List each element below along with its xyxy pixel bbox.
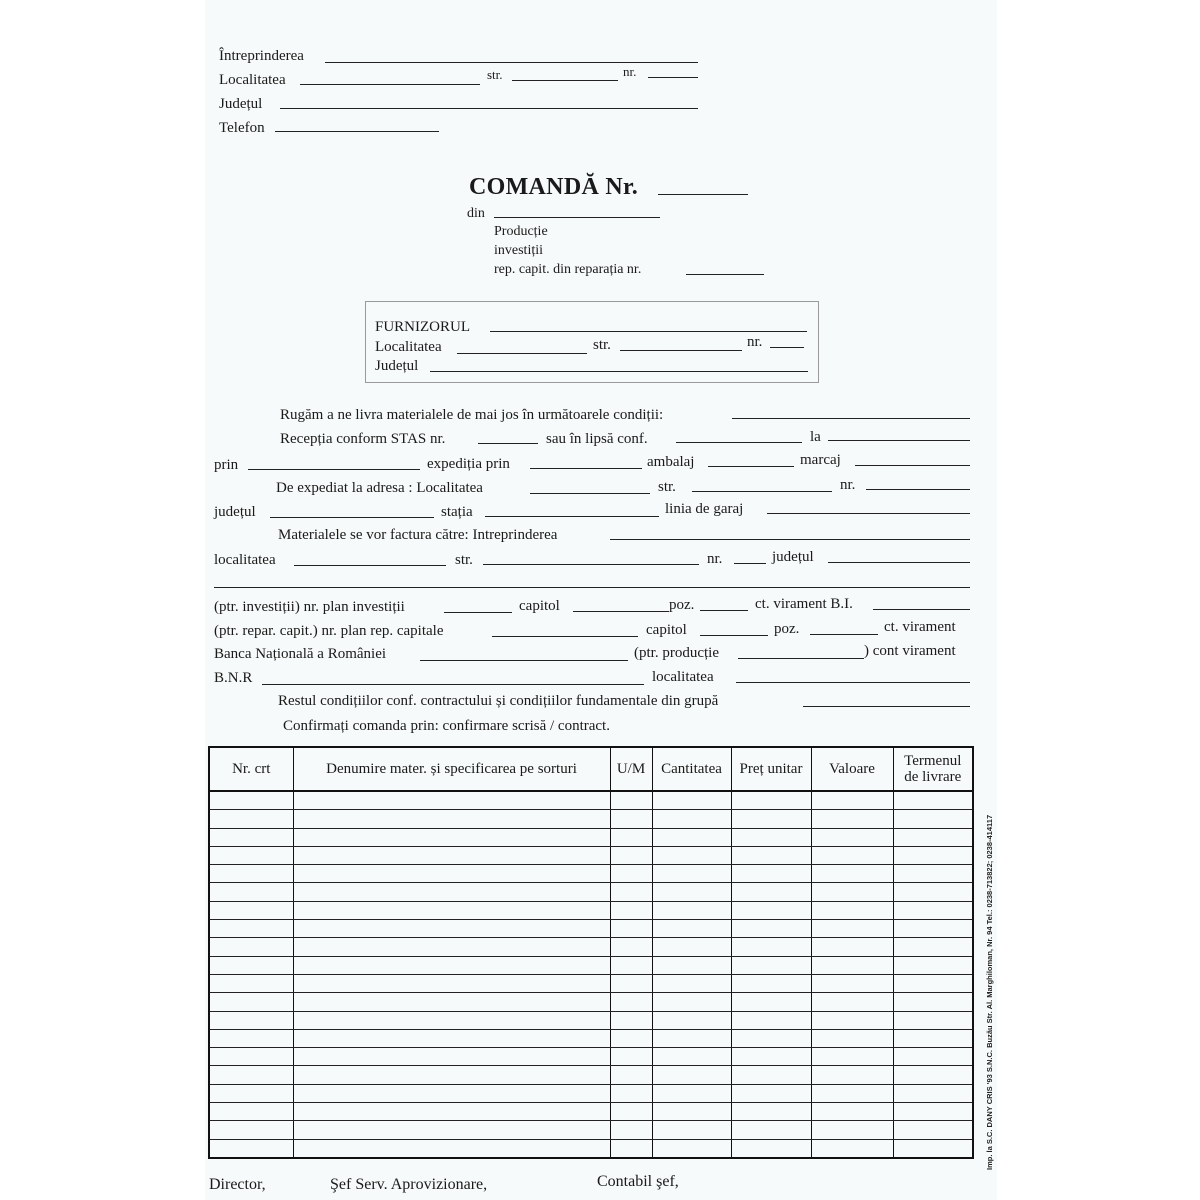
- column-header: Denumire mater. și specificarea pe sorturi: [293, 747, 610, 791]
- repair-chapter-field[interactable]: [700, 635, 768, 636]
- table-row: [209, 828, 973, 846]
- bnr-field[interactable]: [420, 660, 628, 661]
- ship-street-label: str.: [658, 479, 676, 495]
- station-field[interactable]: [485, 516, 659, 517]
- table-cell[interactable]: [893, 920, 973, 938]
- table-row: [209, 1084, 973, 1102]
- table-cell[interactable]: [209, 938, 293, 956]
- invoice-county-label: județul: [772, 549, 814, 565]
- bnr-locality-field[interactable]: [736, 682, 970, 683]
- table-cell[interactable]: [209, 1048, 293, 1066]
- table-cell[interactable]: [652, 920, 731, 938]
- table-cell[interactable]: [811, 791, 893, 810]
- table-cell[interactable]: [731, 791, 811, 810]
- table-row: [209, 938, 973, 956]
- table-cell[interactable]: [610, 1139, 652, 1158]
- table-cell[interactable]: [610, 865, 652, 883]
- bnr-locality-label: localitatea: [652, 669, 714, 685]
- table-row: [209, 791, 973, 810]
- table-cell[interactable]: [293, 828, 610, 846]
- table-cell[interactable]: [209, 1066, 293, 1084]
- investment-plan-field[interactable]: [444, 612, 512, 613]
- column-header: Valoare: [811, 747, 893, 791]
- option-investments: investiții: [494, 243, 543, 258]
- table-cell[interactable]: [811, 810, 893, 828]
- table-cell[interactable]: [610, 828, 652, 846]
- table-cell[interactable]: [731, 1103, 811, 1121]
- table-cell[interactable]: [610, 1029, 652, 1047]
- signature-procurement: Şef Serv. Aprovizionare,: [330, 1176, 488, 1193]
- table-cell[interactable]: [731, 901, 811, 919]
- table-cell[interactable]: [610, 810, 652, 828]
- table-cell[interactable]: [731, 956, 811, 974]
- column-header: Preț unitar: [731, 747, 811, 791]
- table-cell[interactable]: [610, 901, 652, 919]
- table-row: [209, 1066, 973, 1084]
- table-cell[interactable]: [652, 974, 731, 992]
- repair-number-field[interactable]: [686, 274, 764, 275]
- ship-street-field[interactable]: [692, 491, 832, 492]
- table-header-row: [209, 747, 973, 791]
- supplier-number-label: nr.: [747, 334, 763, 350]
- table-cell[interactable]: [811, 974, 893, 992]
- marking-label: marcaj: [800, 452, 841, 468]
- otherwise-label: sau în lipsă conf.: [546, 431, 648, 447]
- table-row: [209, 883, 973, 901]
- table-row: [209, 1048, 973, 1066]
- table-cell[interactable]: [209, 974, 293, 992]
- production-field[interactable]: [738, 658, 864, 659]
- table-cell[interactable]: [209, 828, 293, 846]
- table-cell[interactable]: [731, 1029, 811, 1047]
- table-cell[interactable]: [209, 901, 293, 919]
- table-cell[interactable]: [293, 846, 610, 864]
- station-label: stația: [441, 504, 473, 520]
- table-cell[interactable]: [293, 901, 610, 919]
- supplier-locality-field[interactable]: [457, 353, 587, 354]
- street-field[interactable]: [512, 80, 618, 81]
- packaging-field[interactable]: [708, 466, 794, 467]
- repair-transfer-label: ct. virament: [884, 619, 956, 635]
- table-cell[interactable]: [293, 810, 610, 828]
- table-cell[interactable]: [209, 791, 293, 810]
- table-cell[interactable]: [893, 1121, 973, 1139]
- table-row: [209, 901, 973, 919]
- table-cell[interactable]: [893, 1084, 973, 1102]
- table-cell[interactable]: [811, 938, 893, 956]
- table-cell[interactable]: [209, 1139, 293, 1158]
- table-cell[interactable]: [610, 1084, 652, 1102]
- table-cell[interactable]: [731, 1139, 811, 1158]
- phone-field[interactable]: [275, 131, 439, 132]
- table-cell[interactable]: [893, 883, 973, 901]
- table-cell[interactable]: [652, 993, 731, 1011]
- investment-chapter-label: capitol: [519, 598, 560, 614]
- table-cell[interactable]: [209, 920, 293, 938]
- table-cell[interactable]: [893, 1011, 973, 1029]
- table-cell[interactable]: [893, 938, 973, 956]
- table-cell[interactable]: [610, 1066, 652, 1084]
- invoice-number-field[interactable]: [734, 563, 766, 564]
- table-cell[interactable]: [610, 938, 652, 956]
- shipping-field[interactable]: [530, 468, 642, 469]
- invoice-enterprise-field[interactable]: [610, 539, 970, 540]
- table-cell[interactable]: [811, 1011, 893, 1029]
- bnr-label: Banca Națională a României: [214, 646, 387, 662]
- table-cell[interactable]: [731, 810, 811, 828]
- at-field[interactable]: [828, 440, 970, 441]
- order-number-field[interactable]: [658, 194, 748, 195]
- signature-director: Director,: [209, 1176, 266, 1193]
- enterprise-field[interactable]: [325, 62, 698, 63]
- from-label: din: [467, 206, 485, 221]
- table-cell[interactable]: [652, 1103, 731, 1121]
- repair-pos-field[interactable]: [810, 634, 878, 635]
- table-cell[interactable]: [731, 974, 811, 992]
- table-cell[interactable]: [209, 1084, 293, 1102]
- table-cell[interactable]: [731, 938, 811, 956]
- table-cell[interactable]: [293, 1011, 610, 1029]
- table-cell[interactable]: [811, 1066, 893, 1084]
- table-cell[interactable]: [893, 1029, 973, 1047]
- table-cell[interactable]: [731, 1121, 811, 1139]
- invoice-county-field[interactable]: [828, 562, 970, 563]
- table-cell[interactable]: [893, 956, 973, 974]
- table-cell[interactable]: [893, 1139, 973, 1158]
- table-cell[interactable]: [610, 1048, 652, 1066]
- ship-county-field[interactable]: [270, 517, 434, 518]
- table-cell[interactable]: [731, 865, 811, 883]
- table-cell[interactable]: [610, 993, 652, 1011]
- page-title: COMANDĂ Nr.: [469, 174, 639, 200]
- table-cell[interactable]: [811, 828, 893, 846]
- invoice-street-label: str.: [455, 552, 473, 568]
- table-cell[interactable]: [731, 993, 811, 1011]
- conditions-field[interactable]: [732, 418, 970, 419]
- investment-transfer-field[interactable]: [873, 609, 970, 610]
- table-cell[interactable]: [893, 1066, 973, 1084]
- table-cell[interactable]: [893, 1048, 973, 1066]
- table-cell[interactable]: [731, 828, 811, 846]
- remaining-conditions-label: Restul condițiilor conf. contractului și condițiilor fundamentale din grupă: [278, 693, 719, 709]
- table-cell[interactable]: [610, 1103, 652, 1121]
- supplier-street-field[interactable]: [620, 350, 742, 351]
- invoice-to-label: Materialele se vor factura către: Intreprinderea: [278, 527, 558, 543]
- table-cell[interactable]: [293, 1066, 610, 1084]
- table-cell[interactable]: [893, 828, 973, 846]
- table-cell[interactable]: [610, 1121, 652, 1139]
- via-label: prin: [214, 457, 239, 473]
- supplier-label: FURNIZORUL: [375, 319, 471, 335]
- locality-field[interactable]: [300, 84, 480, 85]
- ship-county-label: județul: [214, 504, 256, 520]
- repair-pos-label: poz.: [774, 621, 800, 637]
- garage-line-label: linia de garaj: [665, 501, 744, 517]
- table-cell[interactable]: [652, 1084, 731, 1102]
- table-cell[interactable]: [652, 865, 731, 883]
- conditions-intro: Rugăm a ne livra materialele de mai jos în următoarele condiții:: [280, 407, 664, 423]
- supplier-street-label: str.: [593, 337, 611, 353]
- table-cell[interactable]: [209, 1103, 293, 1121]
- production-label: (ptr. producție: [634, 645, 719, 661]
- table-cell[interactable]: [652, 1139, 731, 1158]
- table-cell[interactable]: [893, 846, 973, 864]
- column-header: U/M: [610, 747, 652, 791]
- table-cell[interactable]: [293, 1029, 610, 1047]
- table-cell[interactable]: [610, 791, 652, 810]
- table-cell[interactable]: [610, 846, 652, 864]
- table-cell[interactable]: [811, 1139, 893, 1158]
- table-cell[interactable]: [652, 938, 731, 956]
- table-cell[interactable]: [293, 1103, 610, 1121]
- option-capital-repair: rep. capit. din reparația nr.: [494, 262, 642, 277]
- table-cell[interactable]: [811, 920, 893, 938]
- table-cell[interactable]: [811, 1121, 893, 1139]
- table-cell[interactable]: [893, 974, 973, 992]
- table-cell[interactable]: [293, 791, 610, 810]
- otherwise-conf-field[interactable]: [676, 442, 802, 443]
- column-header: Termenul de livrare: [893, 747, 973, 791]
- account-transfer-label: ) cont virament: [864, 643, 956, 659]
- table-row: [209, 1011, 973, 1029]
- table-cell[interactable]: [209, 865, 293, 883]
- repair-plan-label: (ptr. repar. capit.) nr. plan rep. capitale: [214, 623, 444, 639]
- table-cell[interactable]: [293, 1121, 610, 1139]
- shipping-label: expediția prin: [427, 456, 510, 472]
- via-field[interactable]: [248, 469, 420, 470]
- table-cell[interactable]: [652, 883, 731, 901]
- table-cell[interactable]: [652, 828, 731, 846]
- table-cell[interactable]: [293, 938, 610, 956]
- table-row: [209, 1029, 973, 1047]
- table-cell[interactable]: [652, 1048, 731, 1066]
- bnr-account-field[interactable]: [262, 684, 644, 685]
- table-cell[interactable]: [731, 883, 811, 901]
- table-cell[interactable]: [652, 791, 731, 810]
- table-cell[interactable]: [293, 993, 610, 1011]
- invoice-locality-field[interactable]: [294, 565, 446, 566]
- table-cell[interactable]: [811, 846, 893, 864]
- table-cell[interactable]: [811, 865, 893, 883]
- ship-number-label: nr.: [840, 477, 856, 493]
- table-cell[interactable]: [731, 846, 811, 864]
- ship-locality-field[interactable]: [530, 493, 650, 494]
- supplier-locality-label: Localitatea: [375, 339, 442, 355]
- street-label: str.: [487, 67, 503, 82]
- supplier-number-field[interactable]: [770, 347, 804, 348]
- table-cell[interactable]: [610, 956, 652, 974]
- table-cell[interactable]: [811, 883, 893, 901]
- invoice-locality-label: localitatea: [214, 552, 276, 568]
- table-cell[interactable]: [293, 1139, 610, 1158]
- table-row: [209, 810, 973, 828]
- table-cell[interactable]: [209, 956, 293, 974]
- option-production: Producție: [494, 224, 548, 239]
- table-cell[interactable]: [610, 920, 652, 938]
- repair-plan-field[interactable]: [492, 636, 638, 637]
- table-cell[interactable]: [610, 974, 652, 992]
- table-row: [209, 1121, 973, 1139]
- table-cell[interactable]: [610, 1011, 652, 1029]
- table-cell[interactable]: [652, 1121, 731, 1139]
- phone-label: Telefon: [219, 120, 265, 136]
- table-row: [209, 920, 973, 938]
- table-cell[interactable]: [811, 956, 893, 974]
- at-label: la: [810, 429, 821, 445]
- table-cell[interactable]: [811, 993, 893, 1011]
- repair-chapter-label: capitol: [646, 622, 687, 638]
- table-cell[interactable]: [811, 1029, 893, 1047]
- table-cell[interactable]: [293, 956, 610, 974]
- marking-field[interactable]: [855, 465, 970, 466]
- items-table: [208, 746, 974, 1159]
- table-cell[interactable]: [893, 810, 973, 828]
- stas-number-field[interactable]: [478, 443, 538, 444]
- table-cell[interactable]: [893, 791, 973, 810]
- signature-accountant: Contabil şef,: [597, 1173, 679, 1190]
- printer-imprint: Imp. la S.C. DANY CRIS '93 S.N.C. Buzău Str. Al. Marghiloman, Nr. 94 Tel.: 0238-713822; 0238-414117: [985, 814, 994, 1170]
- ship-address-label: De expediat la adresa : Localitatea: [276, 480, 483, 496]
- from-date-field[interactable]: [494, 217, 660, 218]
- garage-line-field[interactable]: [767, 513, 970, 514]
- supplier-field[interactable]: [490, 331, 807, 332]
- table-cell[interactable]: [209, 993, 293, 1011]
- table-row: [209, 974, 973, 992]
- table-cell[interactable]: [293, 865, 610, 883]
- table-cell[interactable]: [610, 883, 652, 901]
- table-cell[interactable]: [209, 846, 293, 864]
- table-cell[interactable]: [652, 956, 731, 974]
- county-field[interactable]: [280, 108, 698, 109]
- table-cell[interactable]: [811, 901, 893, 919]
- table-cell[interactable]: [209, 810, 293, 828]
- confirmation-note: Confirmați comanda prin: confirmare scrisă / contract.: [283, 718, 610, 734]
- bnr-short-label: B.N.R: [214, 670, 253, 686]
- table-cell[interactable]: [731, 1066, 811, 1084]
- column-header: Cantitatea: [652, 747, 731, 791]
- table-cell[interactable]: [731, 920, 811, 938]
- table-row: [209, 993, 973, 1011]
- supplier-county-label: Județul: [375, 358, 419, 374]
- table-cell[interactable]: [893, 993, 973, 1011]
- investment-plan-label: (ptr. investiții) nr. plan investiții: [214, 599, 405, 615]
- table-cell[interactable]: [731, 1084, 811, 1102]
- table-cell[interactable]: [209, 883, 293, 901]
- locality-label: Localitatea: [219, 72, 286, 88]
- investment-transfer-label: ct. virament B.I.: [755, 596, 853, 612]
- investment-chapter-field[interactable]: [573, 611, 669, 612]
- ship-number-field[interactable]: [866, 489, 970, 490]
- invoice-street-field[interactable]: [483, 564, 699, 565]
- extra-line-field[interactable]: [214, 587, 970, 588]
- table-row: [209, 865, 973, 883]
- table-cell[interactable]: [893, 865, 973, 883]
- table-cell[interactable]: [731, 1048, 811, 1066]
- table-cell[interactable]: [293, 883, 610, 901]
- table-cell[interactable]: [652, 901, 731, 919]
- packaging-label: ambalaj: [647, 454, 695, 470]
- table-cell[interactable]: [293, 974, 610, 992]
- remaining-conditions-field[interactable]: [803, 706, 970, 707]
- table-cell[interactable]: [293, 920, 610, 938]
- supplier-county-field[interactable]: [430, 371, 808, 372]
- table-cell[interactable]: [811, 1103, 893, 1121]
- table-cell[interactable]: [652, 1066, 731, 1084]
- invoice-number-label: nr.: [707, 551, 723, 567]
- stas-label: Recepția conform STAS nr.: [280, 431, 446, 447]
- table-cell[interactable]: [652, 846, 731, 864]
- table-cell[interactable]: [209, 1011, 293, 1029]
- table-row: [209, 956, 973, 974]
- table-cell[interactable]: [731, 1011, 811, 1029]
- table-cell[interactable]: [293, 1048, 610, 1066]
- table-row: [209, 1103, 973, 1121]
- investment-pos-field[interactable]: [700, 610, 748, 611]
- enterprise-label: Întreprinderea: [219, 48, 304, 64]
- table-row: [209, 1139, 973, 1158]
- table-cell[interactable]: [811, 1048, 893, 1066]
- table-cell[interactable]: [652, 1029, 731, 1047]
- table-cell[interactable]: [893, 901, 973, 919]
- number-field[interactable]: [648, 77, 698, 78]
- table-row: [209, 846, 973, 864]
- table-cell[interactable]: [893, 1103, 973, 1121]
- column-header: Nr. crt: [209, 747, 293, 791]
- table-cell[interactable]: [209, 1121, 293, 1139]
- table-cell[interactable]: [293, 1084, 610, 1102]
- number-label: nr.: [623, 64, 637, 79]
- table-cell[interactable]: [652, 1011, 731, 1029]
- county-label: Județul: [219, 96, 263, 112]
- investment-pos-label: poz.: [669, 597, 695, 613]
- table-cell[interactable]: [811, 1084, 893, 1102]
- table-cell[interactable]: [652, 810, 731, 828]
- table-cell[interactable]: [209, 1029, 293, 1047]
